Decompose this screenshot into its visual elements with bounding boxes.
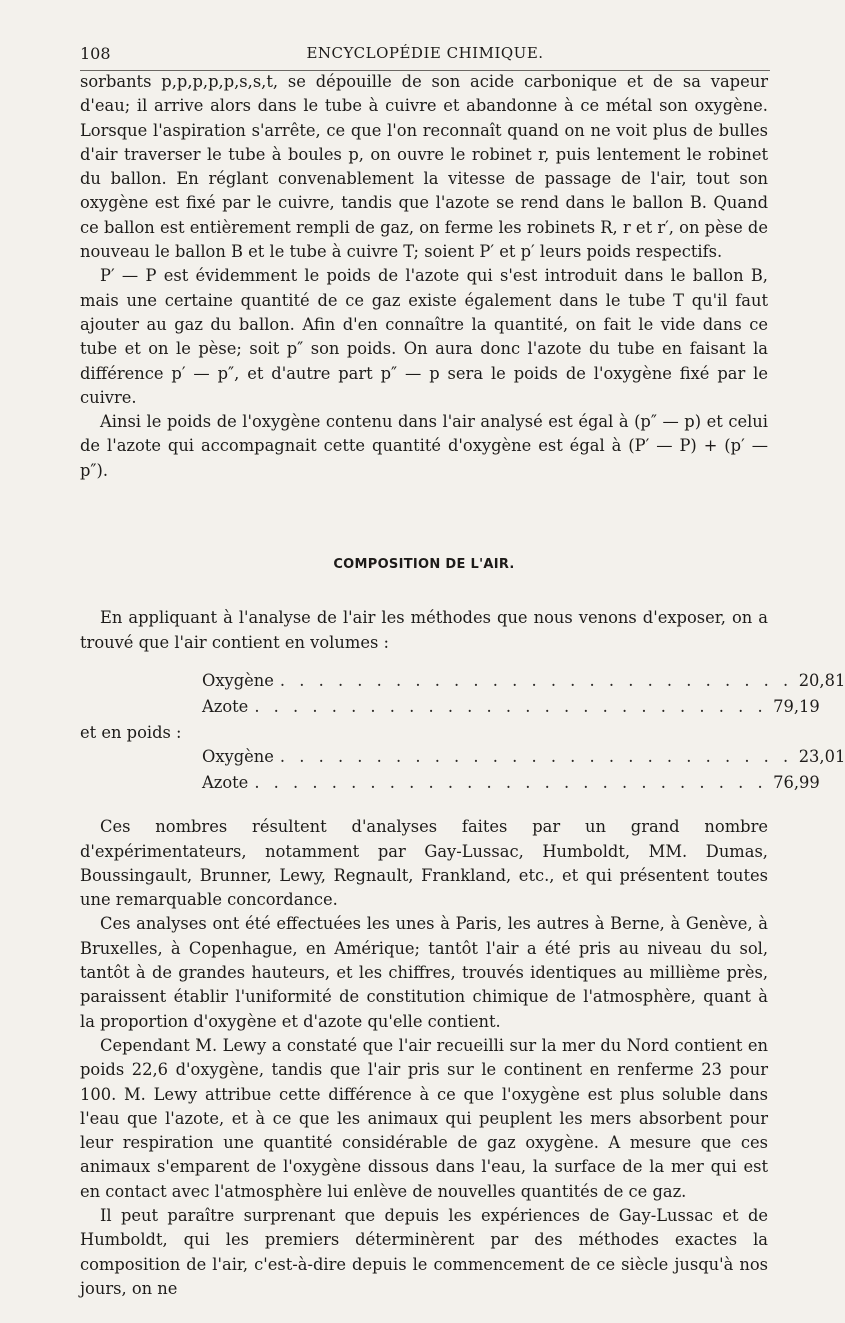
leader-dots: . . . . . . . . . . . . . . . . . . . . . . . . . . . — [279, 747, 793, 767]
leader-dots: . . . . . . . . . . . . . . . . . . . . . . . . . . . — [254, 696, 768, 716]
paragraph-intro: En appliquant à l'analyse de l'air les méthodes que nous venons d'exposer, on a trouvé que l'air contient en volumes : — [80, 608, 768, 652]
paragraph-oxygen-formula: Ainsi le poids de l'oxygène contenu dans l'air analysé est égal à (p″ — p) et celui de l'azote qui accompagnait cette quantité d'oxygène est égal à (P′ — P) + (p′ — p″). — [80, 412, 768, 480]
component-name: Azote — [202, 696, 249, 716]
table-row — [202, 771, 820, 797]
table-row — [202, 745, 845, 771]
component-value: 79,19 — [773, 696, 820, 716]
component-value: 20,81 — [798, 670, 845, 690]
bottom-text — [80, 815, 768, 1301]
page-number: 108 — [80, 44, 111, 63]
paragraph-history: Il peut paraître surprenant que depuis les expériences de Gay-Lussac et de Humboldt, qui les premiers déterminèrent par des méthodes exactes la composition de l'air, c'est-à-dire depuis le commencement de ce siècle jusqu'à nos jours, on ne — [80, 1205, 768, 1298]
component-name: Azote — [202, 773, 249, 793]
paragraph-apparatus-procedure: sorbants p,p,p,p,p,s,s,t, se dépouille de son acide carbonique et de sa vapeur d'eau; il arrive alors dans le tube à cuivre et abandonne à ce métal son oxygène. Lorsque l'aspiration s'arrête, ce que l'on reconnaît quand on ne voit plus de bulles d'air traverser le tube à boules p, on ouvre le robinet r, puis lentement le robinet du ballon. En réglant convenablement la vitesse de passage de l'air, tout son oxygène est fixé par le cuivre, tandis que l'azote se rend dans le ballon B. Quand ce ballon est entièrement rempli de gaz, on ferme les robinets R, r et r′, on pèse de nouveau le ballon B et le tube à cuivre T; soient P′ et p′ leurs poids respectifs. — [80, 72, 768, 262]
paragraph-locations: Ces analyses ont été effectuées les unes à Paris, les autres à Berne, à Genève, à Bruxelles, à Copenhague, en Amérique; tantôt l'air a été pris au niveau du sol, tantôt à de grandes hauteurs, et les chiffres, trouvés identiques au millième près, paraissent établir l'uniformité de constitution chimique de l'atmosphère, quant à la proportion d'oxygène et d'azote qu'elle contient. — [80, 914, 768, 1031]
page-body — [80, 70, 845, 1301]
running-title: ENCYCLOPÉDIE CHIMIQUE. — [306, 44, 544, 62]
weight-label: et en poids : — [80, 722, 182, 742]
component-value: 76,99 — [773, 773, 820, 793]
paragraph-lewy: Cependant M. Lewy a constaté que l'air recueilli sur la mer du Nord contient en poids 22,6 d'oxygène, tandis que l'air pris sur le continent en renferme 23 pour 100. M. Lewy attribue cette différence à ce que l'oxygène est plus soluble dans l'eau que l'azote, et à ce que les animaux qui peuplent les mers absorbent pour leur respiration une quantité considérable de gaz oxygène. A mesure que ces animaux s'emparent de l'oxygène dissous dans l'eau, la surface de la mer qui est en contact avec l'atmosphère lui enlève de nouvelles quantités de ce gaz. — [80, 1035, 768, 1201]
component-name: Oxygène — [202, 670, 274, 690]
section-title: COMPOSITION DE L'AIR. — [333, 557, 515, 573]
leader-dots: . . . . . . . . . . . . . . . . . . . . . . . . . . . — [279, 670, 793, 690]
paragraph-experimenters: Ces nombres résultent d'analyses faites par un grand nombre d'expérimentateurs, notamment par Gay-Lussac, Humboldt, MM. Dumas, Boussingault, Brunner, Lewy, Regnault, Frankland, etc., et qui présentent toutes une remarquable concordance. — [80, 817, 768, 910]
table-row — [202, 669, 845, 695]
page-header — [80, 44, 770, 71]
component-value: 23,01 — [798, 747, 845, 767]
paragraph-nitrogen-weight: P′ — P est évidemment le poids de l'azote qui s'est introduit dans le ballon B, mais une certaine quantité de ce gaz existe également dans le tube T qu'il faut ajouter au gaz du ballon. Afin d'en connaître la quantité, on fait le vide dans ce tube et on le pèse; soit p″ son poids. On aura donc l'azote du tube en faisant la différence p′ — p″, et d'autre part p″ — p sera le poids de l'oxygène fixé par le cuivre. — [80, 266, 768, 407]
composition-volume-table — [80, 669, 845, 721]
table-row — [202, 695, 820, 721]
component-name: Oxygène — [202, 747, 274, 767]
leader-dots: . . . . . . . . . . . . . . . . . . . . . . . . . . . — [254, 773, 768, 793]
composition-weight-table — [80, 745, 845, 797]
